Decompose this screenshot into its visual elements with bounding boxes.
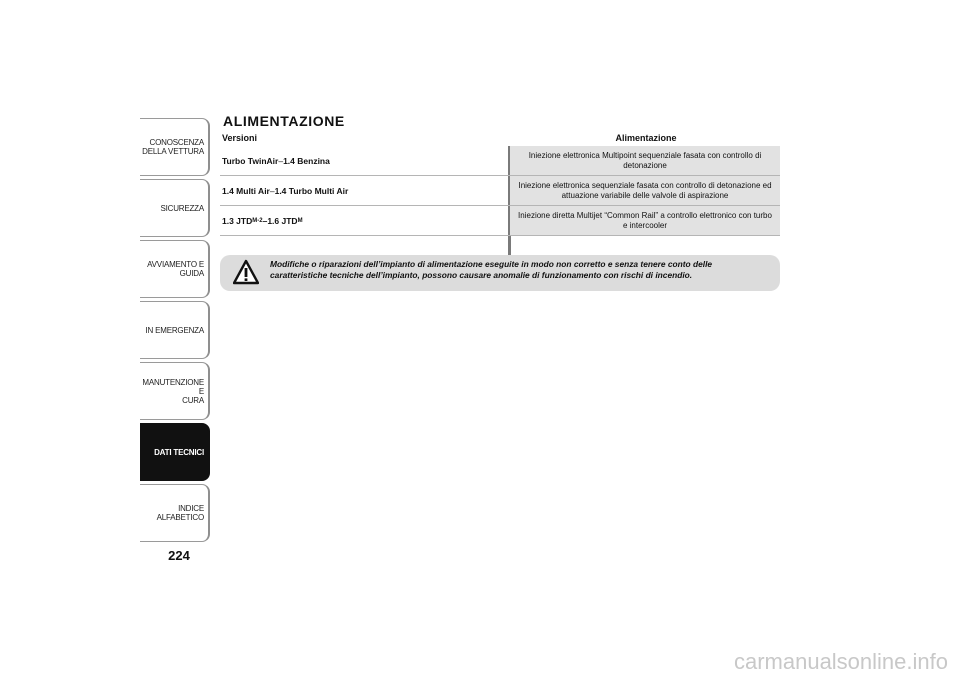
supply-cell: Iniezione diretta Multijet “Common Rail” a controllo elettronico con turbo e intercooler <box>510 206 780 235</box>
table-body <box>220 146 780 236</box>
warning-box <box>220 255 780 291</box>
warning-triangle-icon <box>233 259 259 285</box>
tab-dati-tecnici[interactable]: DATI TECNICI <box>140 423 210 481</box>
table-header <box>220 130 780 146</box>
version-cell: 1.4 Multi Air – 1.4 Turbo Multi Air <box>222 185 349 196</box>
warning-text: Modifiche o riparazioni dell’impianto di alimentazione eseguite in modo non corretto e senza tenere conto delle caratteristiche tecniche dell’impianto, possono causare anomalie di funzionamento con rischi di incendio. <box>270 259 713 280</box>
version-cell: Turbo TwinAir – 1.4 Benzina <box>222 155 330 166</box>
supply-cell: Iniezione elettronica sequenziale fasata con controllo di detonazione ed attuazione variabile delle valvole di aspirazione <box>510 176 780 205</box>
tab-in-emergenza[interactable]: IN EMERGENZA <box>140 301 210 359</box>
section-title: ALIMENTAZIONE <box>223 113 345 129</box>
supply-cell: Iniezione elettronica Multipoint sequenziale fasata con controllo di detonazione <box>510 146 780 175</box>
version-cell: 1.3 JTD M-2 – 1.6 JTD M <box>222 215 303 226</box>
watermark: carmanualsonline.info <box>733 649 948 674</box>
tab-sicurezza[interactable]: SICUREZZA <box>140 179 210 237</box>
tab-manutenzione-e-cura[interactable]: MANUTENZIONE E CURA <box>140 362 210 420</box>
header-supply: Alimentazione <box>615 133 677 143</box>
tab-avviamento-e-guida[interactable]: AVVIAMENTO E GUIDA <box>140 240 210 298</box>
table-row <box>220 206 780 236</box>
table-row <box>220 146 780 176</box>
supply-table <box>220 130 780 236</box>
header-versions: Versioni <box>222 133 258 143</box>
page-number: 224 <box>168 548 190 563</box>
tab-conoscenza-della-vettura[interactable]: CONOSCENZA DELLA VETTURA <box>140 118 210 176</box>
tab-indice-alfabetico[interactable]: INDICE ALFABETICO <box>140 484 210 542</box>
table-row <box>220 176 780 206</box>
